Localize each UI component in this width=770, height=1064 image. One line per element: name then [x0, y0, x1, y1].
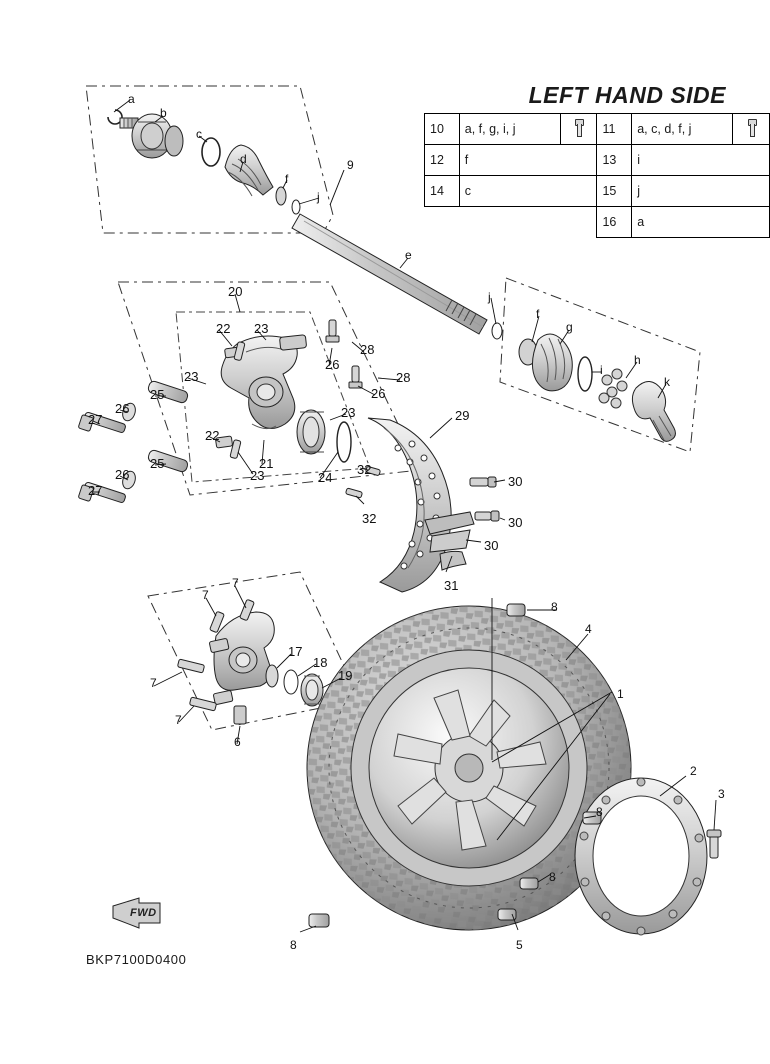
callout-24: 24 — [318, 470, 333, 485]
callout-j: j — [488, 290, 491, 304]
callout-h: h — [634, 353, 641, 367]
callout-26: 26 — [115, 467, 130, 482]
bolt-icon — [560, 114, 597, 145]
callout-6: 6 — [234, 735, 241, 749]
callout-26: 26 — [115, 401, 130, 416]
callout-i: i — [600, 363, 603, 377]
callout-21: 21 — [259, 456, 274, 471]
callout-30: 30 — [484, 538, 499, 553]
callout-32: 32 — [362, 511, 377, 526]
callout-20: 20 — [228, 284, 243, 299]
callout-27: 27 — [88, 483, 103, 498]
callout-b: b — [160, 106, 167, 120]
legend-table — [424, 113, 770, 238]
legend-num: 16 — [597, 207, 632, 238]
legend-num: 15 — [597, 176, 632, 207]
callout-8: 8 — [549, 870, 556, 884]
callout-8: 8 — [551, 600, 558, 614]
callout-23: 23 — [184, 369, 199, 384]
callout-31: 31 — [444, 578, 459, 593]
forward-label: FWD — [130, 907, 157, 919]
legend-num: 12 — [425, 145, 460, 176]
callout-4: 4 — [585, 622, 592, 636]
table-row — [425, 176, 770, 207]
callout-26: 26 — [325, 357, 340, 372]
legend-codes: j — [632, 176, 770, 207]
legend-codes: a, c, d, f, j — [632, 114, 733, 145]
callout-29: 29 — [455, 408, 470, 423]
callout-26: 26 — [371, 386, 386, 401]
callout-28: 28 — [396, 370, 411, 385]
callout-k: k — [664, 375, 670, 389]
bolt-icon — [733, 114, 770, 145]
table-row — [425, 145, 770, 176]
callout-a: a — [128, 92, 135, 106]
callout-8: 8 — [596, 805, 603, 819]
legend-num: 11 — [597, 114, 632, 145]
callout-5: 5 — [516, 938, 523, 952]
callout-17: 17 — [288, 644, 303, 659]
callout-25: 25 — [150, 456, 165, 471]
callout-j: j — [317, 190, 320, 204]
legend-codes: f — [459, 145, 597, 176]
callout-2: 2 — [690, 764, 697, 778]
callout-32: 32 — [357, 462, 372, 477]
callout-30: 30 — [508, 515, 523, 530]
callout-22: 22 — [205, 428, 220, 443]
callout-c: c — [196, 127, 202, 141]
legend-codes: a, f, g, i, j — [459, 114, 560, 145]
callout-d: d — [240, 152, 247, 166]
callout-8: 8 — [290, 938, 297, 952]
legend-codes: c — [459, 176, 597, 207]
legend-num: 14 — [425, 176, 460, 207]
page-title: LEFT HAND SIDE — [528, 82, 726, 108]
callout-23: 23 — [254, 321, 269, 336]
callout-f: f — [285, 172, 289, 186]
callout-19: 19 — [338, 668, 353, 683]
diagram-part-number: BKP7100D0400 — [86, 952, 187, 967]
callout-18: 18 — [313, 655, 328, 670]
callout-7: 7 — [150, 676, 157, 690]
table-row — [425, 207, 770, 238]
callout-3: 3 — [718, 787, 725, 801]
callout-g: g — [566, 320, 573, 334]
callout-f: f — [536, 307, 540, 321]
callout-22: 22 — [216, 321, 231, 336]
callout-28: 28 — [360, 342, 375, 357]
legend-num: 13 — [597, 145, 632, 176]
callout-23: 23 — [250, 468, 265, 483]
callout-7: 7 — [202, 588, 209, 602]
callout-9: 9 — [347, 158, 354, 172]
callout-7: 7 — [175, 713, 182, 727]
callout-27: 27 — [88, 412, 103, 427]
callout-25: 25 — [150, 387, 165, 402]
callout-7: 7 — [232, 576, 239, 590]
callout-30: 30 — [508, 474, 523, 489]
callout-1: 1 — [617, 687, 624, 701]
legend-codes: i — [632, 145, 770, 176]
legend-codes: a — [632, 207, 770, 238]
callout-23: 23 — [341, 405, 356, 420]
table-row — [425, 114, 770, 145]
forward-marker — [110, 898, 172, 932]
callout-e: e — [405, 248, 412, 262]
legend-num: 10 — [425, 114, 460, 145]
